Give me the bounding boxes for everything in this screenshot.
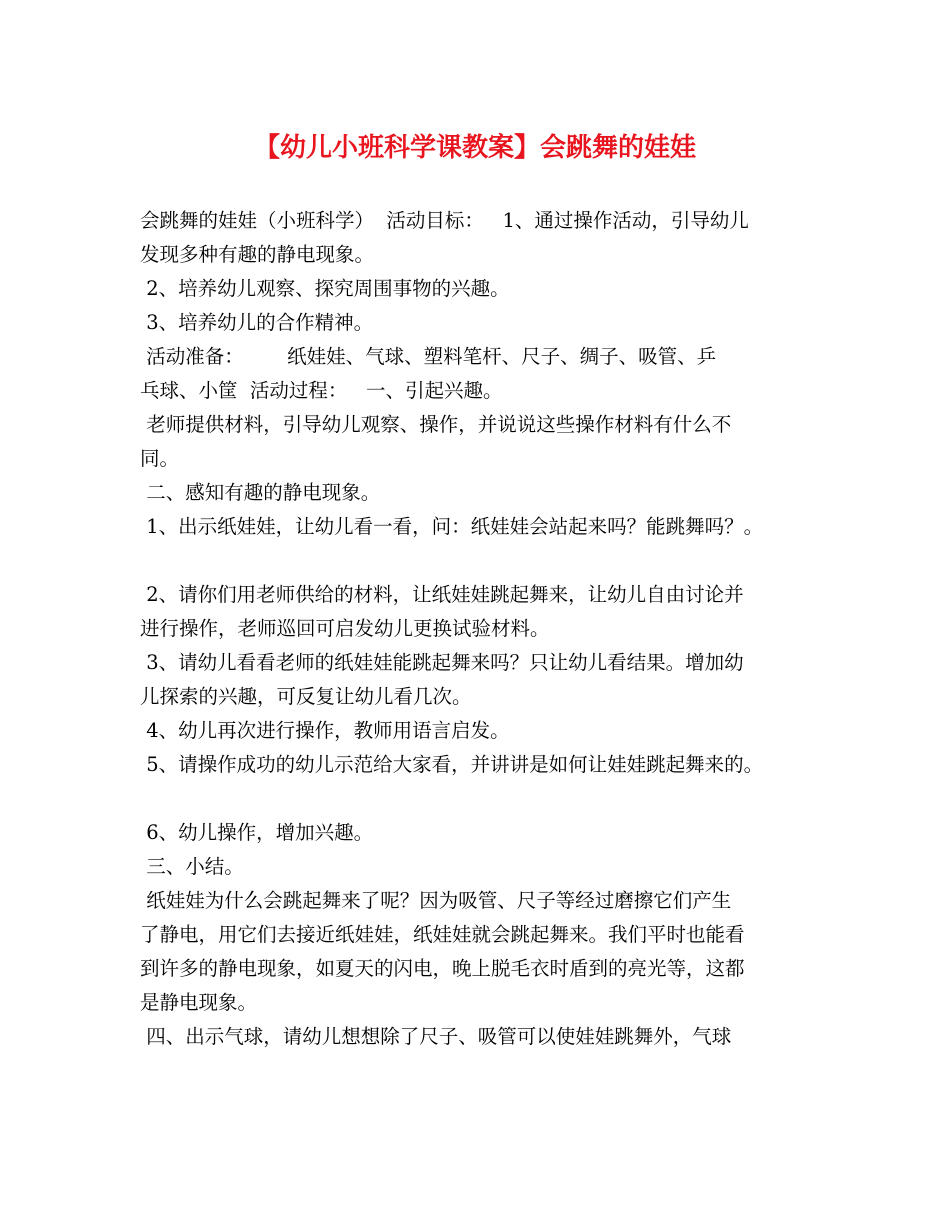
body-line: 乓球、小筐 活动过程： 一、引起兴趣。 (140, 379, 503, 402)
body-line: 会跳舞的娃娃（小班科学） 活动目标： 1、通过操作活动，引导幼儿 (140, 209, 749, 232)
body-line: 到许多的静电现象，如夏天的闪电，晚上脱毛衣时盾到的亮光等，这都 (140, 957, 745, 980)
body-line: 发现多种有趣的静电现象。 (140, 243, 375, 266)
body-line: 是静电现象。 (140, 991, 258, 1014)
body-line: 3、请幼儿看看老师的纸娃娃能跳起舞来吗？只让幼儿看结果。增加幼 (140, 651, 744, 674)
body-line: 二、感知有趣的静电现象。 (140, 481, 381, 504)
body-line: 1、出示纸娃娃，让幼儿看一看，问：纸娃娃会站起来吗？能跳舞吗？。 (140, 515, 764, 538)
body-line: 三、小结。 (140, 855, 244, 878)
body-line: 4、幼儿再次进行操作，教师用语言启发。 (140, 719, 510, 742)
body-line: 四、出示气球，请幼儿想想除了尺子、吸管可以使娃娃跳舞外，气球 (140, 1025, 732, 1048)
blank-line (140, 544, 820, 578)
body-line: 2、培养幼儿观察、探究周围事物的兴趣。 (140, 277, 510, 300)
body-line: 儿探索的兴趣，可反复让幼儿看几次。 (140, 685, 472, 708)
body-line: 纸娃娃为什么会跳起舞来了呢？因为吸管、尺子等经过磨擦它们产生 (140, 889, 732, 912)
body-line: 活动准备： 纸娃娃、气球、塑料笔杆、尺子、绸子、吸管、乒 (140, 345, 717, 368)
document-body (140, 204, 820, 1054)
body-line: 3、培养幼儿的合作精神。 (140, 311, 374, 334)
body-line: 5、请操作成功的幼儿示范给大家看，并讲讲是如何让娃娃跳起舞来的。 (140, 753, 764, 776)
body-line: 进行操作，老师巡回可启发幼儿更换试验材料。 (140, 617, 550, 640)
body-line: 6、幼儿操作，增加兴趣。 (140, 821, 374, 844)
blank-line (140, 782, 820, 816)
document-title: 【幼儿小班科学课教案】会跳舞的娃娃 (253, 133, 696, 163)
body-line: 同。 (140, 447, 180, 470)
body-line: 了静电，用它们去接近纸娃娃，纸娃娃就会跳起舞来。我们平时也能看 (140, 923, 745, 946)
body-line: 老师提供材料，引导幼儿观察、操作，并说说这些操作材料有什么不 (140, 413, 732, 436)
body-line: 2、请你们用老师供给的材料，让纸娃娃跳起舞来，让幼儿自由讨论并 (140, 583, 744, 606)
